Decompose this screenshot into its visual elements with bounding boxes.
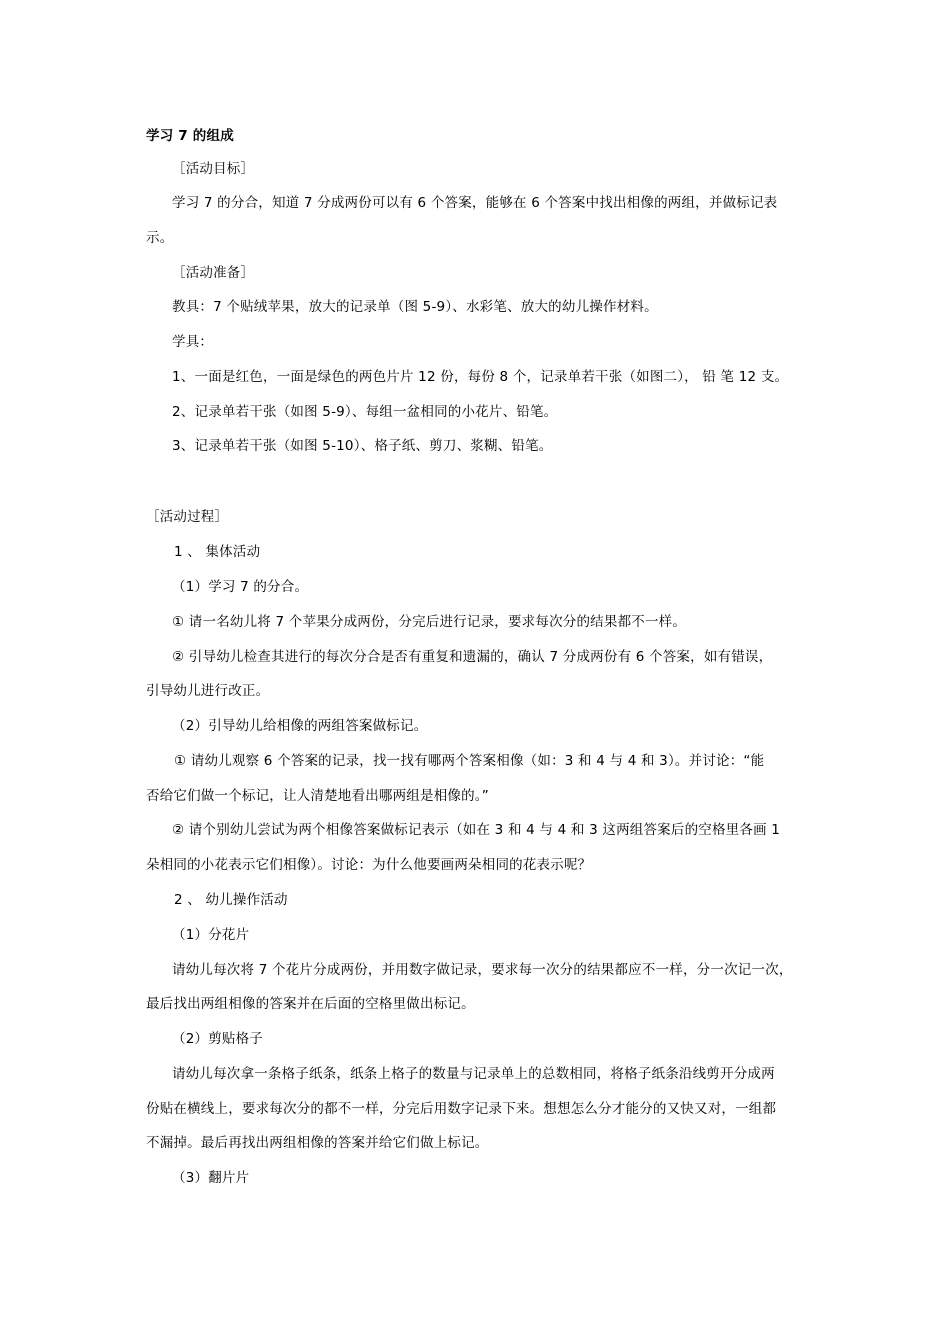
part2-sub1: （1）分花片 bbox=[172, 927, 250, 943]
student-tools-label: 学具： bbox=[172, 334, 214, 350]
part1-sub1: （1）学习 7 的分合。 bbox=[172, 579, 309, 595]
part1-sub2-b-line-2: 朵相同的小花表示它们相像）。讨论：为什么他要画两朵相同的花表示呢？ bbox=[146, 857, 592, 873]
part2-sub2: （2）剪贴格子 bbox=[172, 1031, 263, 1047]
part2-sub3: （3）翻片片 bbox=[172, 1170, 250, 1186]
student-item-2: 2、记录单若干张（如图 5-9）、每组一盆相同的小花片、铅笔。 bbox=[172, 404, 558, 420]
part1-sub2-a-line-1: ① 请幼儿观察 6 个答案的记录，找一找有哪两个答案相像（如：3 和 4 与 4 和 3）。并讨论：“能 bbox=[174, 753, 765, 769]
part2-heading: 2 、 幼儿操作活动 bbox=[174, 892, 288, 908]
part2-sub1-text-line-1: 请幼儿每次将 7 个花片分成两份，并用数字做记录，要求每一次分的结果都应不一样，分一次记一次， bbox=[172, 962, 793, 978]
part2-sub1-text-line-2: 最后找出两组相像的答案并在后面的空格里做出标记。 bbox=[146, 996, 475, 1012]
teacher-tools: 教具：7 个贴绒苹果，放大的记录单（图 5-9）、水彩笔、放大的幼儿操作材料。 bbox=[172, 299, 658, 315]
part1-heading: 1 、 集体活动 bbox=[174, 544, 261, 560]
part1-sub2-b-line-1: ② 请个别幼儿尝试为两个相像答案做标记表示（如在 3 和 4 与 4 和 3 这两组答案后的空格里各画 1 bbox=[172, 822, 781, 838]
student-item-3: 3、记录单若干张（如图 5-10）、格子纸、剪刀、浆糊、铅笔。 bbox=[172, 438, 553, 454]
part1-sub2-a-line-2: 否给它们做一个标记，让人清楚地看出哪两组是相像的。” bbox=[146, 788, 489, 804]
prep-heading: ［活动准备］ bbox=[172, 265, 255, 281]
goal-text-line-1: 学习 7 的分合，知道 7 分成两份可以有 6 个答案，能够在 6 个答案中找出相像的两组，并做标记表 bbox=[172, 195, 778, 211]
process-heading: ［活动过程］ bbox=[146, 509, 229, 525]
part1-sub1-b-line-2: 引导幼儿进行改正。 bbox=[146, 683, 270, 699]
part2-sub2-text-line-3: 不漏掉。最后再找出两组相像的答案并给它们做上标记。 bbox=[146, 1135, 489, 1151]
part1-sub2: （2）引导幼儿给相像的两组答案做标记。 bbox=[172, 718, 428, 734]
goal-text-line-2: 示。 bbox=[146, 230, 174, 246]
part1-sub1-b-line-1: ② 引导幼儿检查其进行的每次分合是否有重复和遗漏的，确认 7 分成两份有 6 个答案，如有错误， bbox=[172, 649, 773, 665]
student-item-1: 1、一面是红色，一面是绿色的两色片片 12 份，每份 8 个，记录单若干张（如图二）， 铅 笔 12 支。 bbox=[172, 369, 789, 385]
goal-heading: ［活动目标］ bbox=[172, 161, 255, 177]
part2-sub2-text-line-1: 请幼儿每次拿一条格子纸条，纸条上格子的数量与记录单上的总数相同，将格子纸条沿线剪开分成两 bbox=[172, 1066, 775, 1082]
part1-sub1-a: ① 请一名幼儿将 7 个苹果分成两份，分完后进行记录，要求每次分的结果都不一样。 bbox=[172, 614, 687, 630]
doc-title: 学习 7 的组成 bbox=[146, 128, 234, 144]
part2-sub2-text-line-2: 份贴在横线上，要求每次分的都不一样，分完后用数字记录下来。想想怎么分才能分的又快又对，一组都 bbox=[146, 1101, 777, 1117]
